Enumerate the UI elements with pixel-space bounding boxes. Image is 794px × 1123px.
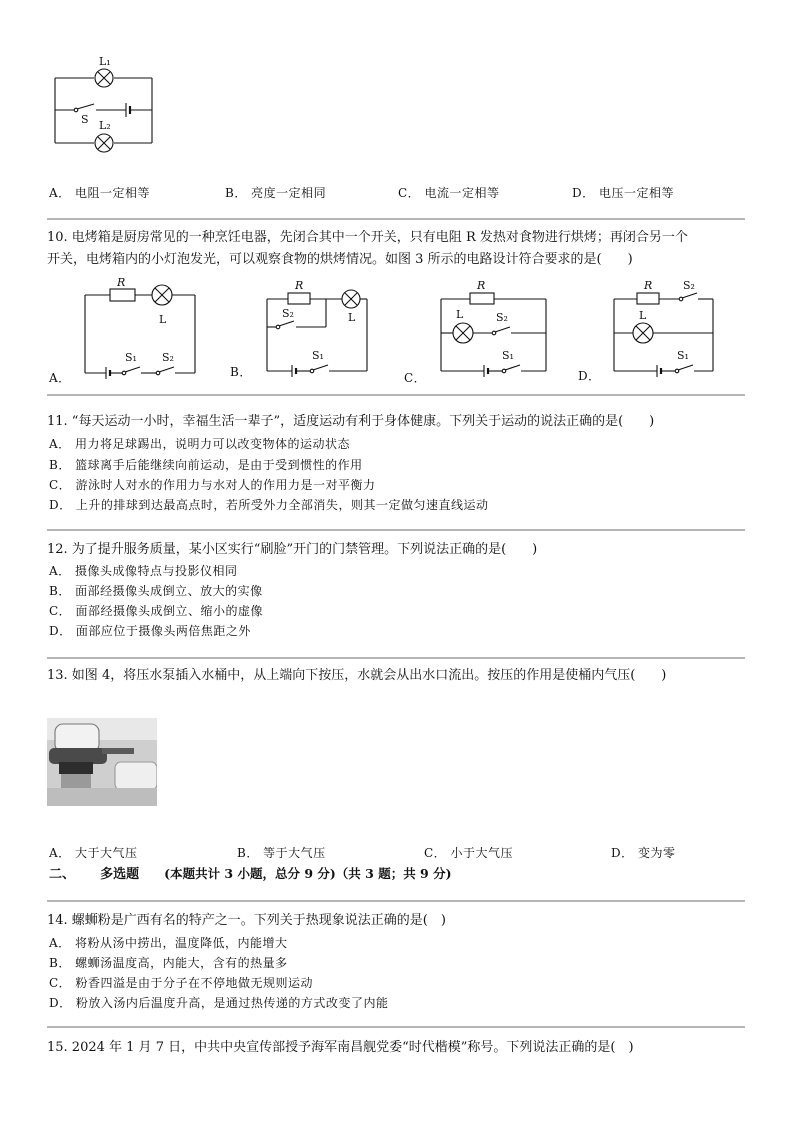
divider xyxy=(47,1026,745,1028)
q13-option-b[interactable]: B． 等于大气压 xyxy=(237,846,326,860)
resistor-r-icon xyxy=(288,293,310,304)
svg-text:S₁: S₁ xyxy=(312,349,324,362)
q14-option-b[interactable]: B． 螺蛳汤温度高，内能大，含有的热量多 xyxy=(49,956,288,970)
q10-circuit-b xyxy=(262,279,382,383)
q12-option-b[interactable]: B． 面部经摄像头成倒立、放大的实像 xyxy=(49,584,263,598)
q13-option-a[interactable]: A． 大于大气压 xyxy=(49,846,138,860)
divider xyxy=(47,900,745,902)
svg-text:R: R xyxy=(295,279,304,292)
svg-text:S₁: S₁ xyxy=(677,349,689,362)
q11-option-a[interactable]: A． 用力将足球踢出，说明力可以改变物体的运动状态 xyxy=(49,437,350,451)
q10-option-d[interactable]: D． xyxy=(578,369,601,383)
q11-stem: 11. “每天运动一小时，幸福生活一辈子”，适度运动有利于身体健康。下列关于运动的说法正确的是( ) xyxy=(47,414,655,429)
svg-text:L: L xyxy=(348,311,356,324)
svg-text:L: L xyxy=(456,308,464,321)
divider xyxy=(47,218,745,220)
q9-option-a[interactable]: A． 电阻一定相等 xyxy=(49,186,151,200)
q15-stem: 15. 2024 年 1 月 7 日，中共中央宣传部授予海军南昌舰党委“时代楷模”称号。下列说法正确的是( ) xyxy=(47,1040,634,1055)
svg-text:L: L xyxy=(159,313,167,326)
q9-option-d[interactable]: D． 电压一定相等 xyxy=(572,186,674,200)
q11-option-b[interactable]: B． 篮球离手后能继续向前运动，是由于受到惯性的作用 xyxy=(49,458,363,472)
divider xyxy=(47,657,745,659)
q10-option-b[interactable]: B． xyxy=(230,365,252,379)
svg-text:S₁: S₁ xyxy=(125,351,137,364)
q10-option-a[interactable]: A． xyxy=(49,371,71,385)
svg-text:S₂: S₂ xyxy=(683,279,695,292)
q13-option-d[interactable]: D． 变为零 xyxy=(611,846,676,860)
q13-option-c[interactable]: C． 小于大气压 xyxy=(424,846,514,860)
section-number: 二、 xyxy=(49,867,76,882)
water-pump-photo xyxy=(47,718,157,806)
q14-stem: 14. 螺蛳粉是广西有名的特产之一。下列关于热现象说法正确的是( ) xyxy=(47,913,446,928)
q10-stem-line1: 10. 电烤箱是厨房常见的一种烹饪电器，先闭合其中一个开关，只有电阻 R 发热对食物进行烘烤；再闭合另一个 xyxy=(47,230,688,245)
q13-stem: 13. 如图 4，将压水泵插入水桶中，从上端向下按压，水就会从出水口流出。按压的作用是使桶内气压( ) xyxy=(47,668,667,683)
section-title: 多选题 xyxy=(100,867,140,882)
q9-option-c[interactable]: C． 电流一定相等 xyxy=(398,186,500,200)
q9-label-l2: L₂ xyxy=(99,119,111,132)
svg-text:S₂: S₂ xyxy=(162,351,174,364)
divider xyxy=(47,394,745,396)
q12-stem: 12. 为了提升服务质量，某小区实行“刷脸”开门的门禁管理。下列说法正确的是( ) xyxy=(47,542,538,557)
svg-text:S₁: S₁ xyxy=(502,349,514,362)
resistor-r-icon xyxy=(110,289,135,301)
section-heading xyxy=(49,865,452,884)
q14-option-a[interactable]: A． 将粉从汤中捞出，温度降低，内能增大 xyxy=(49,936,288,950)
svg-text:L: L xyxy=(639,309,647,322)
q10-circuit-c xyxy=(436,279,556,383)
resistor-r-icon xyxy=(470,293,494,304)
q11-option-c[interactable]: C． 游泳时人对水的作用力与水对人的作用力是一对平衡力 xyxy=(49,478,376,492)
svg-text:S₂: S₂ xyxy=(496,311,508,324)
svg-text:R: R xyxy=(117,276,126,289)
q9-circuit-figure xyxy=(50,55,160,155)
q10-circuit-a xyxy=(80,276,200,383)
q11-option-d[interactable]: D． 上升的排球到达最高点时，若所受外力全部消失，则其一定做匀速直线运动 xyxy=(49,498,489,512)
resistor-r-icon xyxy=(637,293,659,304)
q12-option-d[interactable]: D． 面部应位于摄像头两倍焦距之外 xyxy=(49,624,251,638)
q9-option-b[interactable]: B． 亮度一定相同 xyxy=(225,186,327,200)
q9-label-l1: L₁ xyxy=(99,55,111,68)
q10-stem-line2: 开关，电烤箱内的小灯泡发光，可以观察食物的烘烤情况。如图 3 所示的电路设计符合要求的是( ) xyxy=(47,252,633,267)
q9-switch-s xyxy=(77,104,94,109)
q12-option-a[interactable]: A． 摄像头成像特点与投影仪相同 xyxy=(49,564,238,578)
q10-option-c[interactable]: C． xyxy=(404,371,427,385)
q10-circuit-d xyxy=(609,279,729,383)
q14-option-c[interactable]: C． 粉香四溢是由于分子在不停地做无规则运动 xyxy=(49,976,313,990)
divider xyxy=(47,529,745,531)
svg-text:R: R xyxy=(477,279,486,292)
q12-option-c[interactable]: C． 面部经摄像头成倒立、缩小的虚像 xyxy=(49,604,263,618)
q9-label-s: S xyxy=(81,113,89,126)
svg-text:S₂: S₂ xyxy=(282,307,294,320)
svg-text:R: R xyxy=(644,279,653,292)
q14-option-d[interactable]: D． 粉放入汤内后温度升高，是通过热传递的方式改变了内能 xyxy=(49,996,389,1010)
section-note: (本题共计 3 小题，总分 9 分)（共 3 题；共 9 分) xyxy=(164,866,452,881)
